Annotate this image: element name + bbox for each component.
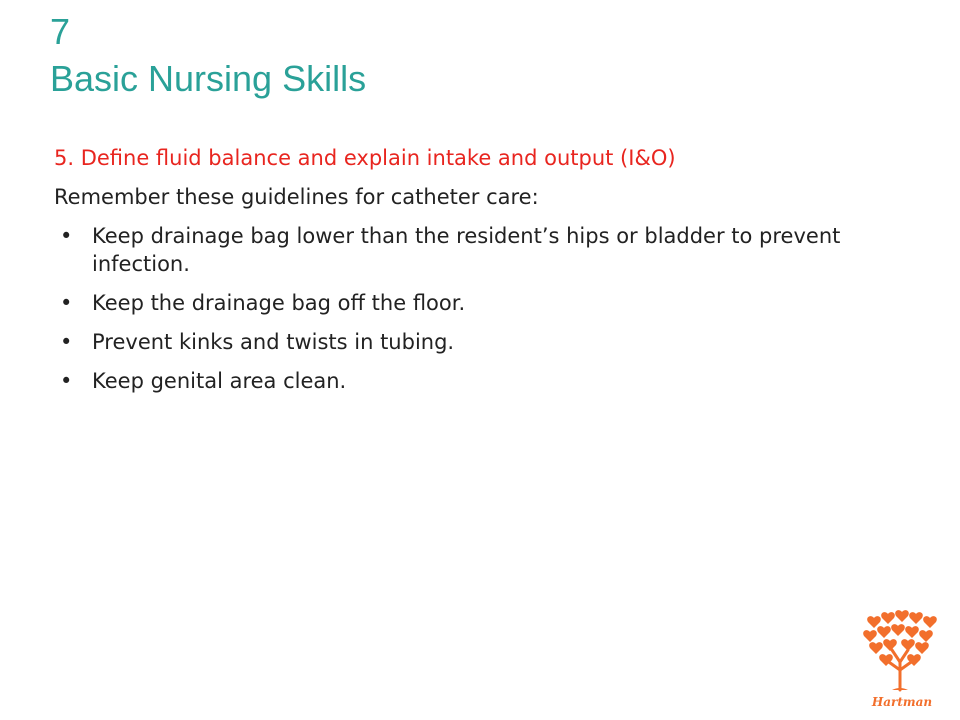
bullet-icon: •: [60, 369, 73, 393]
list-item-text: Keep the drainage bag off the floor.: [92, 291, 466, 315]
list-item-text: Keep genital area clean.: [92, 369, 347, 393]
svg-text:Hartman: Hartman: [871, 695, 933, 709]
list-item-text: Keep drainage bag lower than the resident’s hips or bladder to prevent infection.: [92, 224, 841, 276]
list-item: [60, 289, 940, 317]
chapter-number: 7: [50, 11, 71, 52]
hartman-tree-logo-icon: [862, 610, 942, 710]
section-heading: 5. Define fluid balance and explain intake and output (I&O): [54, 146, 676, 170]
hartman-logo: [862, 610, 942, 710]
list-item: [60, 222, 940, 278]
intro-text: Remember these guidelines for catheter care:: [54, 185, 539, 209]
guideline-list: [60, 222, 940, 406]
list-item: [60, 367, 940, 395]
list-item: [60, 328, 940, 356]
bullet-icon: •: [60, 330, 73, 354]
list-item-text: Prevent kinks and twists in tubing.: [92, 330, 455, 354]
bullet-icon: •: [60, 224, 73, 248]
chapter-title: Basic Nursing Skills: [50, 58, 367, 99]
bullet-icon: •: [60, 291, 73, 315]
